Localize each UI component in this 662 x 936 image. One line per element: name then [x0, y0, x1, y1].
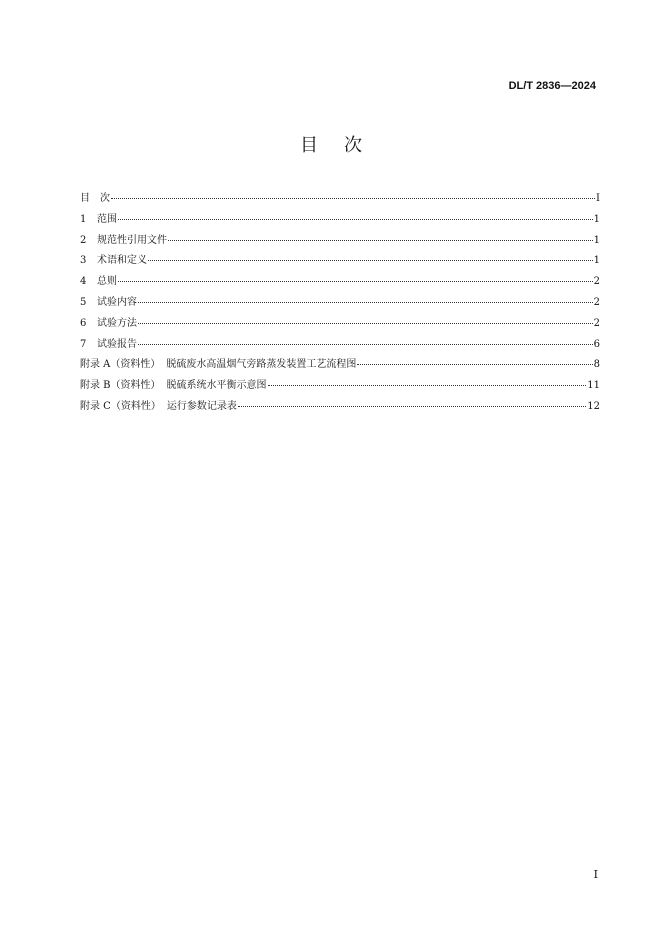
toc-page: 6 [593, 338, 600, 350]
toc-label: 试验报告 [97, 338, 137, 350]
toc-label: 总则 [97, 276, 117, 288]
toc-label: 术语和定义 [97, 255, 147, 267]
leader-dots [148, 260, 593, 261]
leader-dots [138, 302, 593, 303]
toc-row-test-methods[interactable] [80, 317, 600, 338]
document-code: DL/T 2836—2024 [508, 80, 596, 92]
toc-label: 试验方法 [97, 317, 137, 329]
leader-dots [357, 364, 592, 365]
toc-number: 2 [80, 234, 87, 246]
toc-number: 3 [80, 255, 87, 267]
title-part-1: 目 [300, 135, 318, 156]
toc-page: 2 [593, 276, 600, 288]
leader-dots [118, 219, 593, 220]
title-part-2: 次 [344, 135, 362, 156]
toc-page: 1 [593, 255, 600, 267]
toc-label: 试验内容 [97, 296, 137, 308]
toc-page: 12 [587, 400, 600, 412]
table-of-contents [80, 192, 600, 421]
toc-label: 脱硫系统水平衡示意图 [166, 380, 267, 392]
toc-row-normative-references[interactable] [80, 234, 600, 255]
toc-row-appendix-b[interactable] [80, 379, 600, 400]
leader-dots [168, 240, 593, 241]
appendix-prefix: 附录 C（资料性） [80, 400, 161, 412]
toc-page: I [596, 193, 600, 204]
leader-dots [138, 323, 593, 324]
leader-dots [138, 344, 593, 345]
toc-page: 11 [587, 380, 600, 392]
leader-dots [118, 281, 593, 282]
page-number: I [593, 868, 598, 881]
toc-row-contents[interactable] [80, 192, 600, 213]
toc-row-test-report[interactable] [80, 338, 600, 359]
leader-dots [111, 198, 595, 199]
toc-row-scope[interactable] [80, 213, 600, 234]
toc-row-appendix-c[interactable] [80, 400, 600, 421]
toc-label: 目 次 [80, 193, 110, 204]
toc-number: 6 [80, 317, 87, 329]
toc-number: 5 [80, 296, 87, 308]
appendix-prefix: 附录 A（资料性） [80, 359, 161, 371]
toc-page: 1 [593, 213, 600, 225]
toc-row-general[interactable] [80, 275, 600, 296]
toc-row-appendix-a[interactable] [80, 358, 600, 379]
toc-label: 脱硫废水高温烟气旁路蒸发装置工艺流程图 [166, 359, 357, 371]
leader-dots [238, 406, 586, 407]
toc-label: 规范性引用文件 [97, 234, 167, 246]
toc-label: 范围 [97, 213, 117, 225]
toc-row-test-content[interactable] [80, 296, 600, 317]
leader-dots [268, 385, 587, 386]
toc-page: 1 [593, 234, 600, 246]
toc-number: 4 [80, 276, 87, 288]
toc-page: 8 [593, 359, 600, 371]
toc-number: 1 [80, 213, 87, 225]
appendix-prefix: 附录 B（资料性） [80, 380, 161, 392]
toc-number: 7 [80, 338, 87, 350]
page-title [0, 131, 662, 157]
toc-page: 2 [593, 296, 600, 308]
toc-label: 运行参数记录表 [166, 400, 237, 412]
toc-page: 2 [593, 317, 600, 329]
toc-row-terms[interactable] [80, 254, 600, 275]
